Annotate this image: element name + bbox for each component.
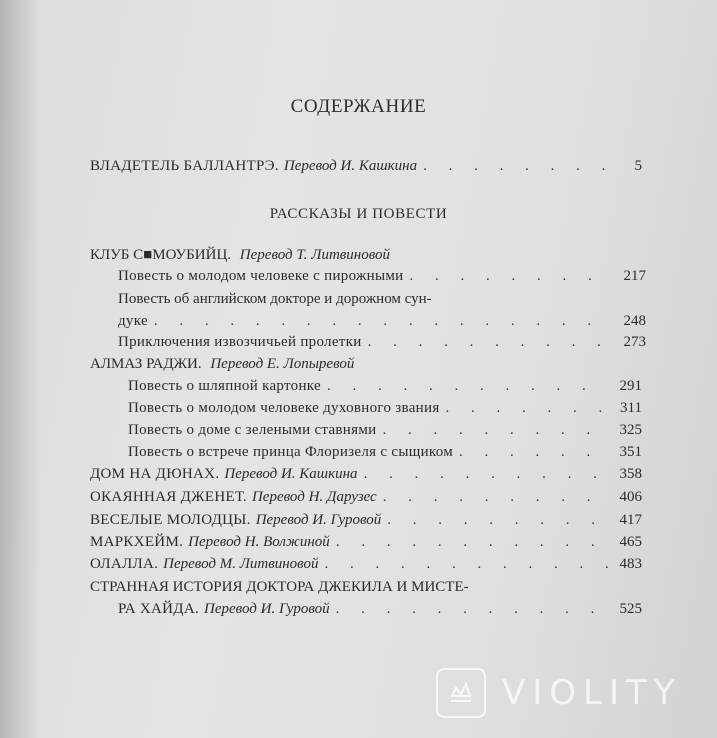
work-title: Повесть о шляпной картонке	[128, 378, 321, 394]
work-title: РА ХАЙДА.	[118, 601, 200, 617]
toc-entry	[90, 489, 642, 506]
toc-entry	[118, 334, 646, 351]
watermark	[436, 668, 682, 718]
page-number: 311	[620, 400, 642, 416]
page-number: 417	[619, 512, 642, 528]
leader-dots	[327, 378, 608, 395]
section-title: РАССКАЗЫ И ПОВЕСТИ	[269, 206, 448, 222]
leader-dots	[364, 466, 608, 483]
work-title: дуке	[118, 313, 148, 329]
work-title: ВЕСЕЛЫЕ МОЛОДЦЫ.	[90, 512, 251, 528]
page-number: 248	[623, 313, 646, 329]
work-title: Повесть о молодом человеке с пирожными	[118, 268, 404, 284]
page-number: 5	[634, 158, 642, 174]
toc-entry	[90, 512, 642, 529]
leader-dots	[368, 334, 612, 351]
translator: Перевод И. Кашкина	[283, 158, 418, 174]
translator: Перевод Т. Литвиновой	[239, 247, 391, 263]
work-title: АЛМАЗ РАДЖИ.	[90, 356, 202, 372]
translator: Перевод И. Гуровой	[255, 512, 382, 528]
toc-entry	[90, 356, 354, 373]
watermark-text: VIOLITY	[502, 673, 682, 713]
work-title: Повесть об английском докторе и дорожном сун-	[118, 291, 432, 307]
work-title: Повесть о встрече принца Флоризеля с сыщиком	[128, 444, 454, 460]
translator: Перевод Н. Волжиной	[188, 534, 330, 550]
work-title: Приключения извозчичьей пролетки	[118, 334, 362, 350]
page-number: 217	[623, 268, 646, 284]
page-number: 465	[619, 534, 642, 550]
work-title: ОЛАЛЛА.	[90, 556, 159, 572]
translator: Перевод И. Гуровой	[204, 601, 330, 617]
toc-entry	[118, 291, 432, 308]
translator: Перевод М. Литвиновой	[163, 556, 319, 572]
page-number: 291	[619, 378, 642, 394]
toc-entry	[90, 158, 642, 175]
leader-dots	[423, 158, 608, 175]
leader-dots	[387, 512, 608, 529]
leader-dots	[324, 556, 608, 573]
page-number: 525	[619, 601, 642, 617]
work-title: Повесть о молодом человеке духовного звания	[128, 400, 440, 416]
work-title: МАРКХЕЙМ.	[90, 534, 184, 550]
work-title: Повесть о доме с зелеными ставнями	[128, 422, 377, 438]
page-title: СОДЕРЖАНИЕ	[290, 96, 427, 117]
page-number: 325	[619, 422, 642, 438]
toc-entry	[90, 247, 390, 264]
violity-logo-icon	[436, 668, 486, 718]
toc-entry	[118, 601, 642, 618]
toc-entry	[128, 444, 642, 461]
work-title: ОКАЯННАЯ ДЖЕНЕТ.	[90, 489, 247, 505]
toc-entry	[90, 556, 642, 573]
work-title: ВЛАДЕТЕЛЬ БАЛЛАНТРЭ.	[90, 158, 279, 174]
page-number: 358	[619, 466, 642, 482]
translator: Перевод Е. Лопыревой	[210, 356, 355, 372]
toc-entry	[128, 400, 642, 417]
leader-dots	[336, 534, 608, 551]
translator: Перевод Н. Дарузес	[251, 489, 377, 505]
toc-entry	[90, 579, 469, 596]
toc-entry	[128, 422, 642, 439]
toc-entry	[118, 313, 646, 330]
leader-dots	[382, 422, 608, 439]
toc-entry	[118, 268, 646, 285]
page-number: 351	[619, 444, 642, 460]
translator: Перевод И. Кашкина	[224, 466, 358, 482]
leader-dots	[154, 313, 612, 330]
work-title: ДОМ НА ДЮНАХ.	[90, 466, 220, 482]
page-number: 483	[619, 556, 642, 572]
leader-dots	[459, 444, 608, 461]
toc-entry	[90, 534, 642, 551]
toc-entry	[90, 466, 642, 483]
page-number: 406	[619, 489, 642, 505]
work-title: СТРАННАЯ ИСТОРИЯ ДОКТОРА ДЖЕКИЛА И МИСТЕ-	[90, 579, 469, 595]
leader-dots	[446, 400, 608, 417]
leader-dots	[410, 268, 613, 285]
work-title: КЛУБ С■МОУБИЙЦ.	[90, 247, 232, 263]
toc-entry	[128, 378, 642, 395]
leader-dots	[336, 601, 608, 618]
page-number: 273	[623, 334, 646, 350]
leader-dots	[383, 489, 608, 506]
